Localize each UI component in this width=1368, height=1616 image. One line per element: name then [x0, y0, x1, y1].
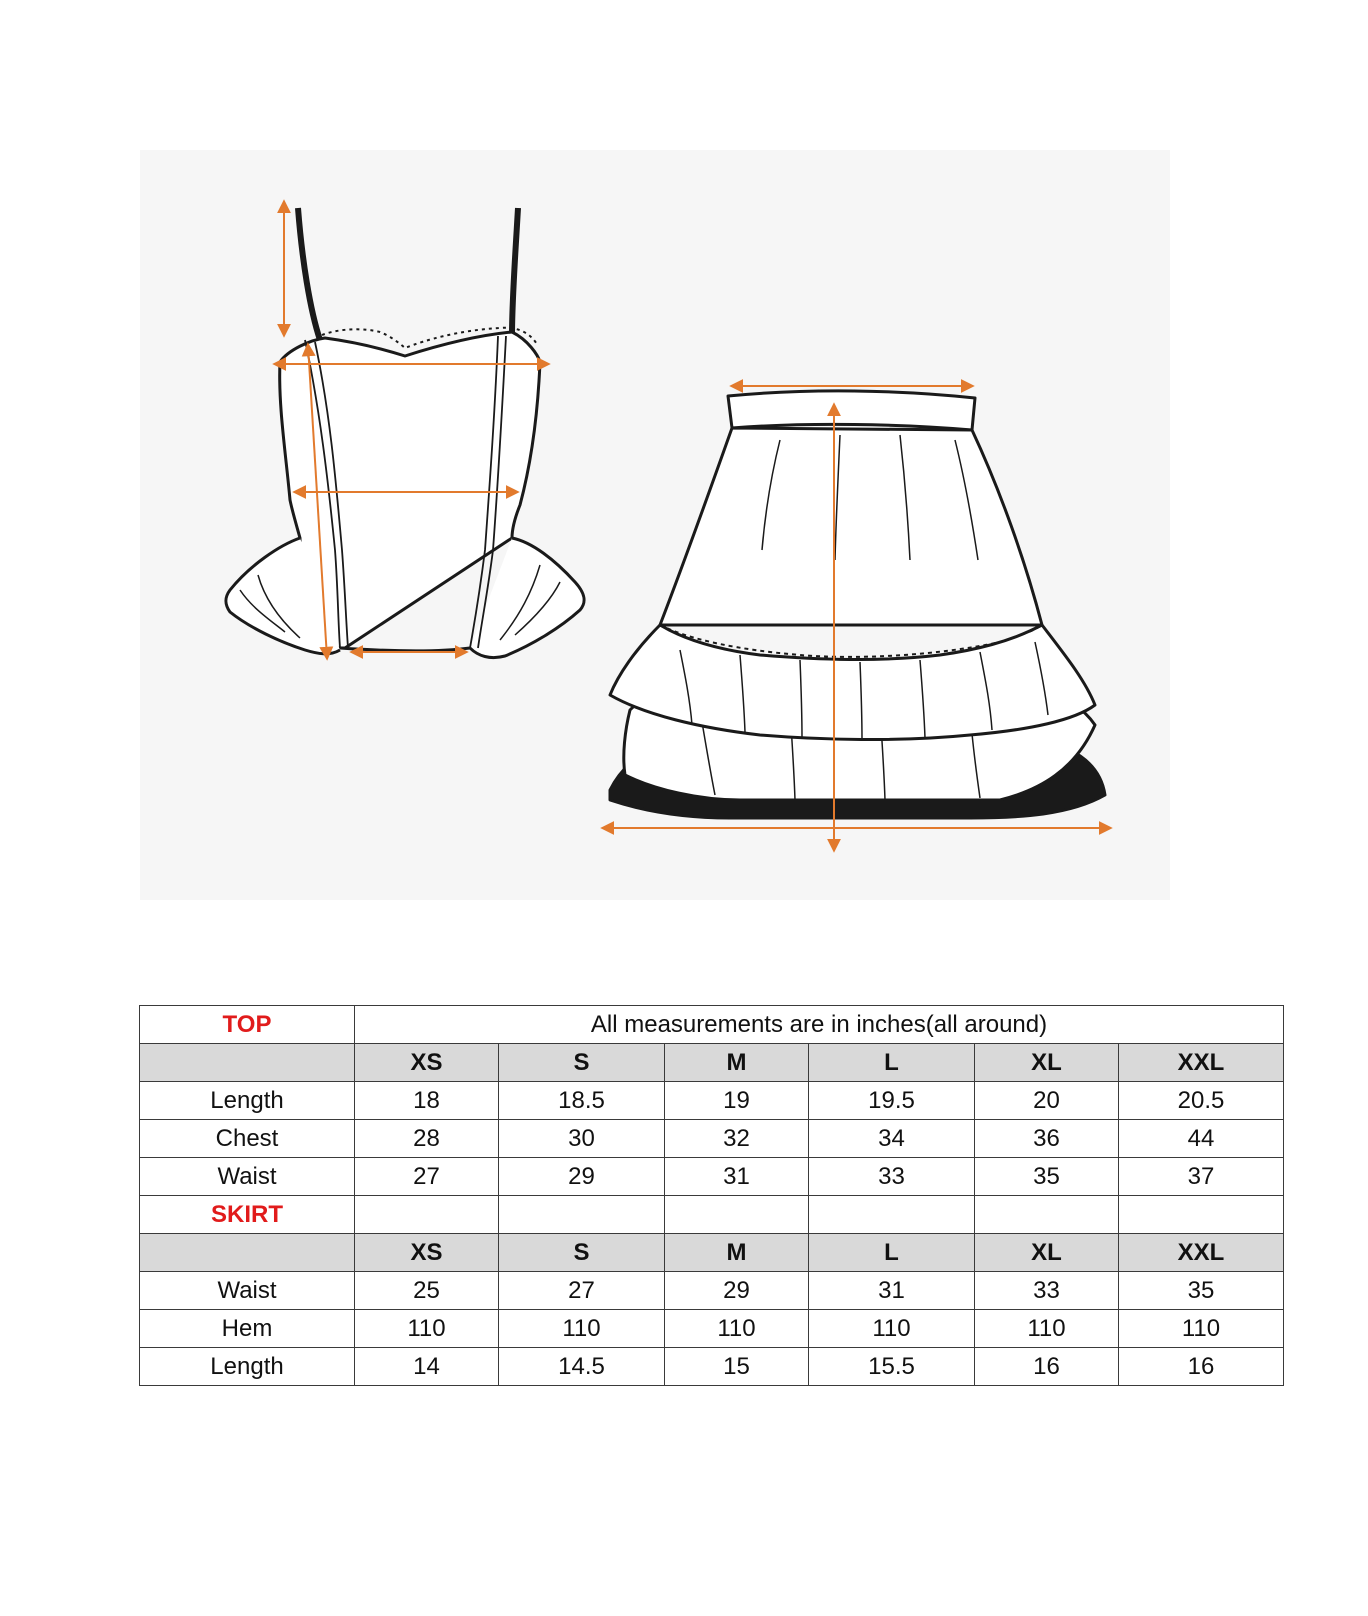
- table-cell: 32: [665, 1120, 809, 1158]
- empty-cell: [355, 1196, 499, 1234]
- empty-cell: [499, 1196, 665, 1234]
- size-chart-table: [139, 1005, 1284, 1386]
- row-label: Chest: [140, 1120, 355, 1158]
- table-row: [140, 1158, 1284, 1196]
- row-label: Hem: [140, 1310, 355, 1348]
- size-header-cell: XS: [355, 1234, 499, 1272]
- size-header-cell: M: [665, 1234, 809, 1272]
- table-cell: 35: [975, 1158, 1119, 1196]
- size-header-cell: M: [665, 1044, 809, 1082]
- table-cell: 35: [1119, 1272, 1284, 1310]
- table-cell: 18.5: [499, 1082, 665, 1120]
- table-cell: 34: [809, 1120, 975, 1158]
- skirt-title-row: [140, 1196, 1284, 1234]
- table-cell: 15.5: [809, 1348, 975, 1386]
- table-cell: 31: [665, 1158, 809, 1196]
- table-cell: 27: [355, 1158, 499, 1196]
- size-header-cell: XXL: [1119, 1234, 1284, 1272]
- table-cell: 20.5: [1119, 1082, 1284, 1120]
- header-blank-cell: [140, 1044, 355, 1082]
- row-label: Waist: [140, 1272, 355, 1310]
- size-header-cell: L: [809, 1234, 975, 1272]
- table-cell: 110: [975, 1310, 1119, 1348]
- table-cell: 19.5: [809, 1082, 975, 1120]
- size-header-cell: XS: [355, 1044, 499, 1082]
- table-cell: 110: [665, 1310, 809, 1348]
- size-header-cell: S: [499, 1044, 665, 1082]
- table-cell: 110: [1119, 1310, 1284, 1348]
- table-cell: 36: [975, 1120, 1119, 1158]
- table-row: [140, 1310, 1284, 1348]
- table-cell: 15: [665, 1348, 809, 1386]
- top-garment-drawing: [226, 208, 584, 658]
- table-cell: 27: [499, 1272, 665, 1310]
- table-cell: 14: [355, 1348, 499, 1386]
- top-title-row: [140, 1006, 1284, 1044]
- top-size-header-row: [140, 1044, 1284, 1082]
- measurement-note: All measurements are in inches(all around): [355, 1006, 1284, 1044]
- table-cell: 33: [975, 1272, 1119, 1310]
- header-blank-cell: [140, 1234, 355, 1272]
- table-cell: 19: [665, 1082, 809, 1120]
- top-section-label: TOP: [140, 1006, 355, 1044]
- table-cell: 33: [809, 1158, 975, 1196]
- size-header-cell: XL: [975, 1044, 1119, 1082]
- table-cell: 31: [809, 1272, 975, 1310]
- table-cell: 28: [355, 1120, 499, 1158]
- table-row: [140, 1272, 1284, 1310]
- empty-cell: [665, 1196, 809, 1234]
- skirt-garment-drawing: [610, 391, 1105, 818]
- table-cell: 16: [1119, 1348, 1284, 1386]
- table-cell: 20: [975, 1082, 1119, 1120]
- garment-illustration: [140, 150, 1170, 900]
- table-cell: 14.5: [499, 1348, 665, 1386]
- table-cell: 110: [499, 1310, 665, 1348]
- row-label: Waist: [140, 1158, 355, 1196]
- table-cell: 18: [355, 1082, 499, 1120]
- empty-cell: [809, 1196, 975, 1234]
- table-cell: 30: [499, 1120, 665, 1158]
- skirt-section-label: SKIRT: [140, 1196, 355, 1234]
- table-cell: 110: [355, 1310, 499, 1348]
- size-header-cell: XXL: [1119, 1044, 1284, 1082]
- skirt-size-header-row: [140, 1234, 1284, 1272]
- table-row: [140, 1348, 1284, 1386]
- table-cell: 16: [975, 1348, 1119, 1386]
- size-header-cell: L: [809, 1044, 975, 1082]
- table-cell: 37: [1119, 1158, 1284, 1196]
- table-cell: 29: [665, 1272, 809, 1310]
- table-cell: 29: [499, 1158, 665, 1196]
- table-cell: 44: [1119, 1120, 1284, 1158]
- table-row: [140, 1120, 1284, 1158]
- table-row: [140, 1082, 1284, 1120]
- row-label: Length: [140, 1082, 355, 1120]
- empty-cell: [1119, 1196, 1284, 1234]
- size-header-cell: S: [499, 1234, 665, 1272]
- size-header-cell: XL: [975, 1234, 1119, 1272]
- table-cell: 25: [355, 1272, 499, 1310]
- empty-cell: [975, 1196, 1119, 1234]
- row-label: Length: [140, 1348, 355, 1386]
- table-cell: 110: [809, 1310, 975, 1348]
